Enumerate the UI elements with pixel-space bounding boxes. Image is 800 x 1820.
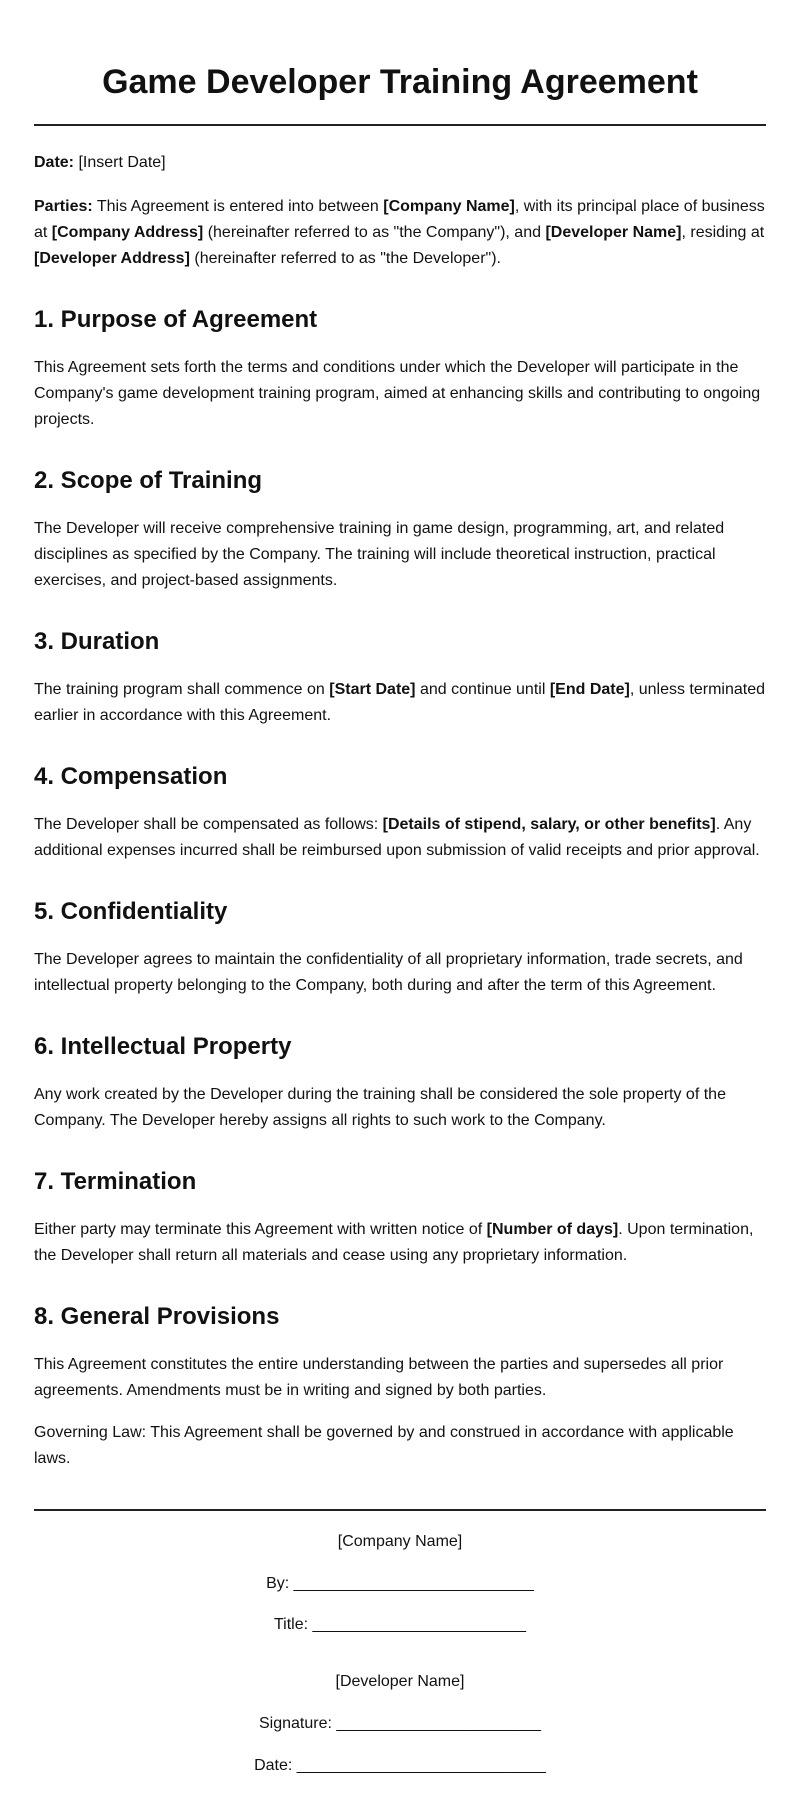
compensation-text-1: The Developer shall be compensated as follows:: [34, 816, 379, 833]
title-divider: [34, 124, 766, 126]
section-termination: [34, 1167, 766, 1269]
compensation-text-2: . Any additional expenses incurred shall be reimbursed upon submission of valid receipts and prior approval.: [34, 816, 760, 859]
section-body: The Developer will receive comprehensive training in game design, programming, art, and related disciplines as specified by the Company. The training will include theoretical instruction, practical exercises, and project-based assignments.: [34, 520, 725, 589]
compensation-details-placeholder: [Details of stipend, salary, or other benefits]: [382, 816, 716, 833]
parties-text-4: , residing at: [681, 224, 765, 241]
end-date-placeholder: [End Date]: [549, 681, 630, 698]
parties-label: Parties:: [34, 198, 93, 215]
section-heading: 1. Purpose of Agreement: [34, 306, 318, 333]
signature-date-line: Date: ____________________________: [254, 1757, 546, 1774]
date-line: [34, 150, 766, 176]
signature-company-name: [Company Name]: [337, 1533, 463, 1550]
parties-text-5: (hereinafter referred to as "the Developer").: [194, 250, 501, 267]
section-heading: 4. Compensation: [34, 763, 228, 790]
section-body: Any work created by the Developer during the training shall be considered the sole property of the Company. The Developer hereby assigns all rights to such work to the Company.: [34, 1086, 726, 1129]
start-date-placeholder: [Start Date]: [329, 681, 416, 698]
section-heading: 2. Scope of Training: [34, 467, 263, 494]
duration-text-3: , unless terminated earlier in accordance with this Agreement.: [34, 681, 766, 724]
section-body: [34, 1217, 766, 1269]
parties-text-2: , with its principal place of business at: [34, 198, 765, 241]
section-body: [34, 812, 766, 864]
section-body: [34, 677, 766, 729]
section-general-provisions: [34, 1302, 766, 1472]
section-confidentiality: [34, 897, 766, 999]
duration-text-2: and continue until: [419, 681, 546, 698]
company-address-placeholder: [Company Address]: [51, 224, 204, 241]
signature-line: Signature: _______________________: [258, 1715, 542, 1732]
signature-title-line: Title: ________________________: [273, 1616, 527, 1633]
termination-text-2: . Upon termination, the Developer shall return all materials and cease using any proprietary information.: [34, 1221, 754, 1264]
section-body: The Developer agrees to maintain the confidentiality of all proprietary information, trade secrets, and intellectual property belonging to the Company, both during and after the term of this Agreement.: [34, 951, 743, 994]
duration-text-1: The training program shall commence on: [34, 681, 325, 698]
company-name-placeholder: [Company Name]: [383, 198, 515, 215]
section-purpose: [34, 305, 766, 433]
date-label: Date:: [34, 154, 75, 171]
section-intellectual-property: [34, 1032, 766, 1134]
signature-divider: [34, 1509, 766, 1511]
date-value: [Insert Date]: [78, 154, 166, 171]
termination-text-1: Either party may terminate this Agreement with written notice of: [34, 1221, 483, 1238]
developer-address-placeholder: [Developer Address]: [34, 250, 190, 267]
notice-days-placeholder: [Number of days]: [486, 1221, 619, 1238]
parties-text-1: This Agreement is entered into between: [96, 198, 379, 215]
governing-law-paragraph: Governing Law: This Agreement shall be governed by and construed in accordance with applicable laws.: [34, 1424, 734, 1467]
section-heading: 8. General Provisions: [34, 1303, 280, 1330]
parties-paragraph: [34, 194, 766, 272]
signature-developer-name: [Developer Name]: [335, 1673, 465, 1690]
section-heading: 7. Termination: [34, 1168, 197, 1195]
section-body: This Agreement constitutes the entire understanding between the parties and supersedes all prior agreements. Amendments must be in writing and signed by both parties.: [34, 1356, 724, 1399]
document-title: Game Developer Training Agreement: [102, 63, 698, 101]
section-scope: [34, 466, 766, 594]
section-body: This Agreement sets forth the terms and conditions under which the Developer will participate in the Company's game development training program, aimed at enhancing skills and contributing to ongoing projects.: [34, 359, 761, 428]
section-compensation: [34, 762, 766, 864]
section-heading: 5. Confidentiality: [34, 898, 228, 925]
section-heading: 6. Intellectual Property: [34, 1033, 292, 1060]
parties-text-3: (hereinafter referred to as "the Company"), and: [207, 224, 541, 241]
section-duration: [34, 627, 766, 729]
signature-by-line: By: ___________________________: [266, 1575, 534, 1592]
section-heading: 3. Duration: [34, 628, 160, 655]
developer-name-placeholder: [Developer Name]: [545, 224, 682, 241]
